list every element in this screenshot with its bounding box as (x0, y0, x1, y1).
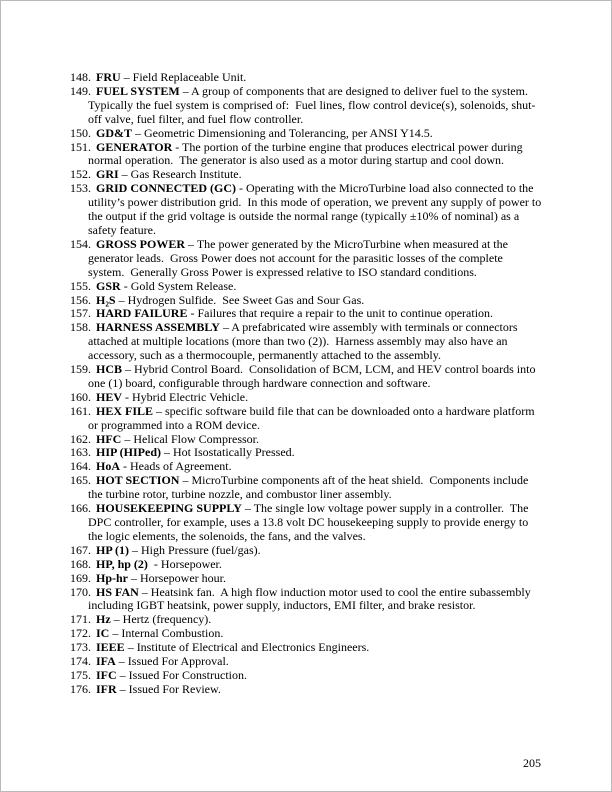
item-term: HARD FAILURE (96, 306, 188, 321)
item-definition: Heads of Agreement. (130, 459, 232, 474)
item-number: 164. (70, 459, 91, 474)
item-definition: The portion of the turbine engine that produces electrical power during normal operation. The generator is also used as a motor during startup and cool down. (88, 139, 526, 168)
glossary-item (70, 280, 542, 294)
item-number: 155. (70, 278, 91, 293)
item-separator: – (219, 320, 232, 335)
item-term: IFR (96, 681, 117, 696)
item-definition: Issued For Review. (128, 681, 221, 696)
item-term: HFC (96, 431, 122, 446)
item-number: 176. (70, 681, 91, 696)
item-number: 167. (70, 542, 91, 557)
glossary-item (70, 627, 542, 641)
page-number: 205 (523, 756, 541, 770)
item-term: GRI (96, 167, 119, 182)
glossary-item (70, 294, 542, 308)
item-term: GENERATOR (96, 139, 173, 154)
glossary-item (70, 544, 542, 558)
item-number: 171. (70, 612, 91, 627)
item-separator: – (110, 612, 123, 627)
item-definition: Hertz (frequency). (122, 612, 212, 627)
item-separator: – (120, 70, 133, 84)
item-separator: - (122, 389, 133, 404)
item-number: 157. (70, 306, 91, 321)
item-term: HP (1) (96, 542, 129, 557)
glossary-item (70, 586, 542, 614)
item-definition: Institute of Electrical and Electronics Engineers. (136, 640, 370, 655)
item-separator: - (120, 459, 130, 474)
item-term: GRID CONNECTED (GC) (96, 181, 237, 196)
item-separator: – (118, 167, 131, 182)
item-term: HEX FILE (96, 403, 154, 418)
item-separator: – (129, 542, 141, 557)
item-separator: - (236, 181, 247, 196)
item-term: HCB (96, 362, 123, 377)
item-number: 149. (70, 83, 91, 98)
glossary-item (70, 433, 542, 447)
item-term: IC (96, 626, 110, 641)
item-definition: A group of components that are designed to deliver fuel to the system. Typically the fuel system is comprised of: Fuel lines, flow control device(s), solenoids, shut-off valve, fuel filter, and fuel flow controller. (88, 83, 536, 126)
item-term: HP, hp (2) (96, 556, 148, 571)
glossary-item (70, 238, 542, 280)
glossary-item (70, 474, 542, 502)
glossary-item (70, 321, 542, 363)
item-definition: The power generated by the MicroTurbine when measured at the generator leads. Gross Power does not account for the parasitic losses of the complete system. Generally Gross Power is expressed relative to ISO standard conditions. (88, 236, 511, 279)
glossary-item (70, 572, 542, 586)
glossary-item (70, 613, 542, 627)
item-separator: – (115, 292, 128, 307)
item-term: HOUSEKEEPING SUPPLY (96, 501, 242, 516)
item-term: Hz (96, 612, 111, 627)
item-separator: – (116, 681, 129, 696)
item-number: 161. (70, 403, 91, 418)
glossary-item (70, 502, 542, 544)
item-definition: High Pressure (fuel/gas). (141, 542, 261, 557)
item-term: FRU (96, 70, 121, 84)
glossary-item (70, 127, 542, 141)
item-definition: Internal Combustion. (121, 626, 224, 641)
item-number: 166. (70, 501, 91, 516)
item-definition: Hot Isostatically Pressed. (173, 445, 295, 460)
item-number: 173. (70, 640, 91, 655)
item-separator: – (109, 626, 122, 641)
glossary-item (70, 71, 542, 85)
item-definition: Helical Flow Compressor. (133, 431, 259, 446)
item-number: 153. (70, 181, 91, 196)
item-term: GSR (96, 278, 121, 293)
item-definition: Gas Research Institute. (130, 167, 242, 182)
item-term: HOT SECTION (96, 473, 180, 488)
glossary-list (70, 70, 545, 697)
item-definition: Hydrogen Sulfide. See Sweet Gas and Sour Gas. (127, 292, 365, 307)
item-term: HoA (96, 459, 120, 474)
glossary-item (70, 405, 542, 433)
item-number: 154. (70, 236, 91, 251)
item-number: 158. (70, 320, 91, 335)
item-separator: - (147, 556, 161, 571)
item-separator: – (132, 125, 144, 140)
item-definition: Operating with the MicroTurbine load also connected to the utility’s power distribution grid. In this mode of operation, we prevent any supply of power to the output if the grid voltage is outside the normal range (typically ±10% of nominal) as a safety feature. (88, 181, 545, 237)
item-separator: - (120, 278, 131, 293)
item-term: HEV (96, 389, 123, 404)
glossary-item (70, 446, 542, 460)
item-separator: – (241, 501, 254, 516)
item-definition: MicroTurbine components aft of the heat shield. Components include the turbine rotor, turbine nozzle, and combustor liner assembly. (88, 473, 532, 502)
glossary-item (70, 683, 542, 697)
glossary-item (70, 655, 542, 669)
item-definition: Horsepower. (160, 556, 222, 571)
item-separator: - (187, 306, 198, 321)
item-definition: specific software build file that can be downloaded onto a hardware platform or programmed into a ROM device. (88, 403, 538, 432)
item-separator: – (179, 473, 192, 488)
glossary-item (70, 669, 542, 683)
item-term: FUEL SYSTEM (96, 83, 180, 98)
item-number: 150. (70, 125, 91, 140)
item-number: 151. (70, 139, 91, 154)
item-term: Hp-hr (96, 570, 129, 585)
item-number: 172. (70, 626, 91, 641)
item-definition: Field Replaceable Unit. (132, 70, 247, 84)
item-definition: Geometric Dimensioning and Tolerancing, per ANSI Y14.5. (144, 125, 433, 140)
item-number: 169. (70, 570, 91, 585)
item-separator: – (138, 584, 151, 599)
item-definition: Failures that require a repair to the unit to continue operation. (197, 306, 494, 321)
item-number: 175. (70, 667, 91, 682)
item-separator: – (115, 654, 128, 669)
item-separator: - (172, 139, 183, 154)
glossary-item (70, 460, 542, 474)
item-number: 148. (70, 70, 91, 84)
item-separator: – (116, 667, 129, 682)
item-separator: – (121, 431, 134, 446)
item-number: 165. (70, 473, 91, 488)
glossary-item (70, 641, 542, 655)
item-number: 152. (70, 167, 91, 182)
item-definition: Hybrid Control Board. Consolidation of BCM, LCM, and HEV control boards into one (1) board, configurable through hardware connection and software. (88, 362, 539, 390)
item-number: 170. (70, 584, 91, 599)
glossary-item (70, 85, 542, 127)
item-number: 156. (70, 292, 91, 307)
item-definition: Issued For Approval. (127, 654, 229, 669)
item-separator: – (185, 236, 197, 251)
item-separator: – (124, 640, 137, 655)
item-term: HIP (HIPed) (96, 445, 161, 460)
item-term: H₂S (96, 292, 116, 307)
glossary-item (70, 141, 542, 169)
item-definition: A prefabricated wire assembly with terminals or connectors attached at multiple locations (more than two (2)). Harness assembly may also have an accessory, such as a thermocouple, permanently attached to the assembly. (88, 320, 521, 363)
item-number: 160. (70, 389, 91, 404)
item-separator: – (153, 403, 166, 418)
item-separator: – (128, 570, 141, 585)
glossary-item (70, 363, 542, 391)
item-term: GROSS POWER (96, 236, 186, 251)
item-term: IFA (96, 654, 116, 669)
item-term: HARNESS ASSEMBLY (96, 320, 220, 335)
item-term: GD&T (96, 125, 132, 140)
item-definition: Gold System Release. (130, 278, 237, 293)
item-definition: Issued For Construction. (128, 667, 248, 682)
item-definition: The single low voltage power supply in a controller. The DPC controller, for example, uses a 13.8 volt DC housekeeping supply to provide energy to the logic elements, the solenoids, the fans, and the valves. (88, 501, 532, 543)
item-separator: – (161, 445, 173, 460)
item-definition: Hybrid Electric Vehicle. (132, 389, 249, 404)
item-definition: Heatsink fan. A high flow induction motor used to cool the entire subassembly including IGBT heatsink, power supply, inductors, EMI filter, and brake resistor. (88, 584, 534, 613)
item-separator: – (179, 83, 192, 98)
item-term: IFC (96, 667, 117, 682)
glossary-item (70, 168, 542, 182)
glossary-item (70, 307, 542, 321)
glossary-item (70, 391, 542, 405)
item-number: 162. (70, 431, 91, 446)
item-number: 168. (70, 556, 91, 571)
item-term: IEEE (96, 640, 125, 655)
glossary-item (70, 558, 542, 572)
item-number: 174. (70, 654, 91, 669)
item-definition: Horsepower hour. (140, 570, 226, 585)
item-number: 159. (70, 362, 91, 377)
item-term: HS FAN (96, 584, 139, 599)
item-number: 163. (70, 445, 91, 460)
item-separator: – (122, 362, 135, 377)
glossary-item (70, 181, 545, 238)
